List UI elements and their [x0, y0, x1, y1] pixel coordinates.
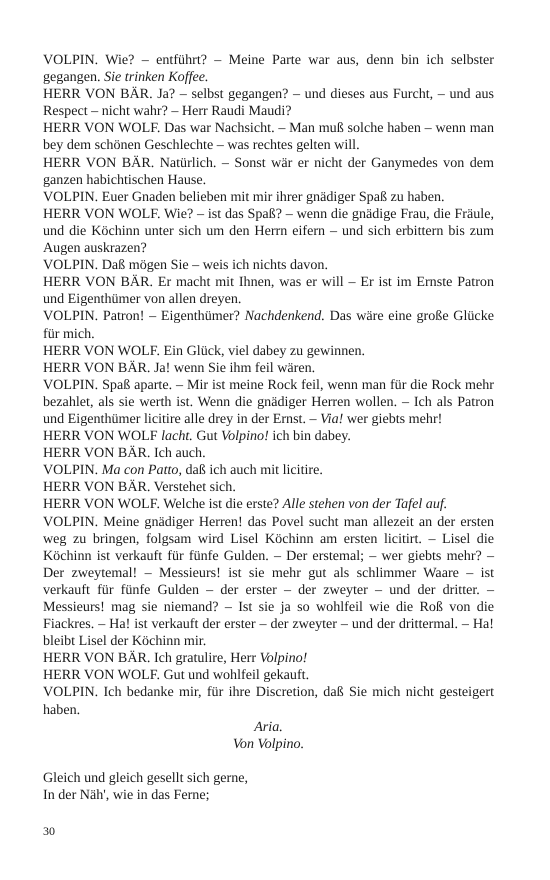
dialogue-line: VOLPIN. Ich bedanke mir, für ihre Discretion, daß Sie mich nicht gesteigert haben. — [43, 684, 494, 718]
dialogue-line: HERR VON BÄR. Er macht mit Ihnen, was er will – Er ist im Ernste Patron und Eigenthümer von allen dreyen. — [43, 274, 494, 308]
dialogue-line: HERR VON BÄR. Verstehet sich. — [43, 479, 236, 496]
dialogue-line: HERR VON WOLF. Das war Nachsicht. – Man muß solche haben – wenn man bey dem schönen Geschlechte – was rechtes gelten will. — [43, 120, 494, 154]
dialogue-line: HERR VON WOLF. Ein Glück, viel dabey zu gewinnen. — [43, 342, 366, 359]
dialogue-line: HERR VON WOLF lacht. Gut Volpino! ich bin dabey. — [43, 428, 351, 445]
dialogue-line: VOLPIN. Meine gnädiger Herren! das Povel sucht man allezeit an der ersten weg zu bringen, folgsam wird Lisel Köchinn am ersten licitirt. – Lisel die Köchinn ist verkauft für fünfe Gulden. – Der erstemal; – wer giebts mehr? – Der zweytemal! – Messieurs! ist sie mehr gut als schlimmer Waare – ist verkauft für fünfe Gulden – der erster – der zweyter – und der dritter. – Messieurs! mag sie niemand? – Ist sie ja so wohlfeil wie die Roß von die Fiackres. – Ha! ist verkauft der erster – der zweyter – und der drittermal. – Ha! bleibt Lisel der Köchinn mir. — [43, 513, 494, 650]
dialogue-line: VOLPIN. Daß mögen Sie – weis ich nichts davon. — [43, 257, 328, 274]
dialogue-line: HERR VON WOLF. Wie? – ist das Spaß? – wenn die gnädige Frau, die Fräule, und die Köchinn unter sich um den Herrn eifern – und sich erbittern bis zum Augen auskrazen? — [43, 205, 494, 257]
dialogue-line: HERR VON BÄR. Ich gratulire, Herr Volpino! — [43, 650, 308, 667]
aria-subtitle: Von Volpino. — [232, 735, 305, 752]
dialogue-line: VOLPIN. Euer Gnaden belieben mit mir ihrer gnädiger Spaß zu haben. — [43, 188, 445, 205]
dialogue-line: VOLPIN. Spaß aparte. – Mir ist meine Rock feil, wenn man für die Rock mehr bezahlet, als sie werth ist. Wenn die gnädiger Herren wollen. – Ich als Patron und Eigenthümer licitire alle drey in der Ernst. – Via! wer giebts mehr! — [43, 376, 494, 427]
verse-line: Gleich und gleich gesellt sich gerne, — [43, 769, 249, 786]
verse-line: In der Näh', wie in das Ferne; — [43, 786, 210, 803]
dialogue-line: HERR VON BÄR. Ich auch. — [43, 445, 206, 462]
page-number: 30 — [43, 824, 55, 838]
dialogue-line: HERR VON WOLF. Welche ist die erste? Alle stehen von der Tafel auf. — [43, 496, 448, 513]
dialogue-line: HERR VON BÄR. Ja! wenn Sie ihm feil wären. — [43, 359, 316, 376]
dialogue-line: VOLPIN. Ma con Patto, daß ich auch mit licitire. — [43, 462, 323, 479]
dialogue-line: HERR VON WOLF. Gut und wohlfeil gekauft. — [43, 667, 310, 684]
dialogue-line: HERR VON BÄR. Ja? – selbst gegangen? – und dieses aus Furcht, – und aus Respect – nicht wahr? – Herr Raudi Maudi? — [43, 86, 494, 120]
stanza-gap — [43, 753, 494, 770]
dialogue-line: HERR VON BÄR. Natürlich. – Sonst wär er nicht der Ganymedes von dem ganzen habichtischen Hause. — [43, 154, 494, 188]
dialogue-line: VOLPIN. Wie? – entführt? – Meine Parte war aus, denn bin ich selbster gegangen. Sie trinken Koffee. — [43, 52, 494, 86]
aria-title: Aria. — [254, 718, 283, 735]
play-text — [43, 52, 494, 804]
dialogue-line: VOLPIN. Patron! – Eigenthümer? Nachdenkend. Das wäre eine große Glücke für mich. — [43, 308, 494, 342]
